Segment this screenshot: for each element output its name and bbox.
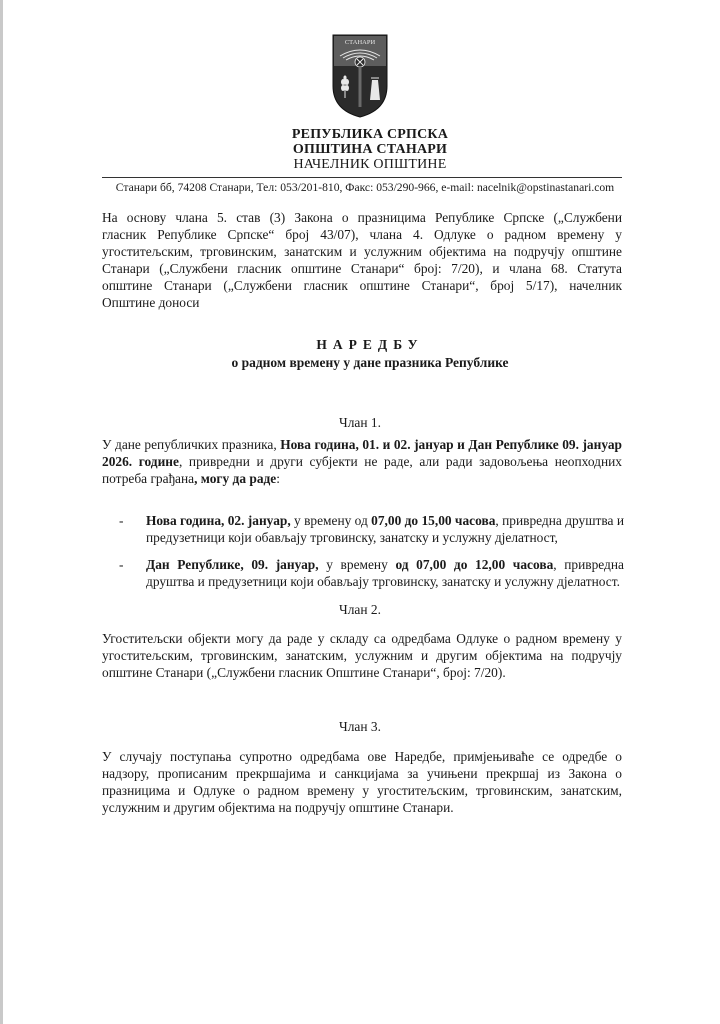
bullet-holiday: Дан Републике, 09. јануар, xyxy=(146,557,319,572)
bullet-hours: од 07,00 до 12,00 часова xyxy=(395,557,554,572)
preamble xyxy=(102,209,622,311)
letterhead-republic: РЕПУБЛИКА СРПСКА xyxy=(291,127,449,142)
article-2-heading: Члан 2. xyxy=(339,602,381,617)
bullet-text-part: у времену xyxy=(318,557,396,572)
article-1-text-a: У дане републичких празника, xyxy=(102,437,281,452)
letterhead-office: НАЧЕЛНИК ОПШТИНЕ xyxy=(293,157,447,172)
article-1-may-work: , могу да раде xyxy=(194,471,277,486)
article-1-text-c: , привредни и други субјекти не раде, али ради задовољења неопходних потреба грађана xyxy=(102,454,622,486)
preamble-line: На основу члана 5. став (3) Закона о празницима Републике Српске („Службени xyxy=(102,210,622,225)
article-3-text: У случају поступања супротно одредбама ове Наредбе, примјењиваће се одредбе о надзору, прописаним прекршајима и санкцијама за учињени прекршај из Закона о празницима и Одлуке о радном времену у угоститељским, трговинским, занатским, услужним и другим објектима на подручју општине Станари. xyxy=(102,749,622,815)
bullet-text-part: , привредна друштва и предузетници који обављају трговинску, занатску и услужну дјелатност, xyxy=(146,513,625,545)
municipality-crest-logo xyxy=(332,34,388,118)
preamble-line: гласник Републике Српске“ број 43/07), члана 4. Одлуке о радном времену у xyxy=(102,227,622,242)
letterhead-divider xyxy=(102,177,622,178)
bullet-text xyxy=(146,512,624,546)
article-1-text xyxy=(102,436,622,487)
article-1-heading: Члан 1. xyxy=(339,415,381,430)
bullet-dash: - xyxy=(119,557,124,572)
preamble-line: угоститељским, трговинским, занатским и услужним објектима на подручју општине xyxy=(102,244,622,259)
bullet-holiday: Нова година, 02. јануар, xyxy=(146,513,291,528)
article-1-colon: : xyxy=(276,471,280,486)
article-1-holidays: Нова година, 01. и 02. јануар и Дан Републике 09. јануар 2026. године xyxy=(102,437,622,469)
bullet-dash: - xyxy=(119,513,124,528)
scan-edge xyxy=(0,0,3,1024)
article-3-heading: Члан 3. xyxy=(339,719,381,734)
contact-info: Станари бб, 74208 Станари, Тел: 053/201-810, Факс: 053/290-966, e-mail: nacelnik@opstinastanari.com xyxy=(115,181,615,194)
document-subtitle: о радном времену у дане празника Републике xyxy=(231,355,509,370)
bullet-hours: 07,00 до 15,00 часова xyxy=(371,513,496,528)
bullet-new-year xyxy=(119,512,624,546)
bullet-republic-day xyxy=(119,556,624,590)
preamble-line: општине Станари („Службени гласник општине Станари“, број 5/17), начелник xyxy=(102,278,622,293)
article-2-text: Угоститељски објекти могу да раде у складу са одредбама Одлуке о радном времену у угоститељским, трговинским, занатским, услужним и другим објектима на подручју општине Станари („Службени гласник Општине Станари“, број: 7/20). xyxy=(102,631,622,680)
preamble-line: Општине доноси xyxy=(102,295,200,310)
letterhead xyxy=(100,127,640,172)
bullet-text xyxy=(146,556,624,590)
bullet-text-part: , привредна друштва и предузетници који обављају трговинску, занатску и услужну дјелатност. xyxy=(146,557,624,589)
bullet-text-part: у времену од xyxy=(290,513,372,528)
letterhead-municipality: ОПШТИНА СТАНАРИ xyxy=(292,142,448,157)
crest-label: СТАНАРИ xyxy=(344,39,376,46)
document-title: НАРЕДБУ xyxy=(316,337,424,352)
preamble-line: Станари („Службени гласник општине Станари“ број: 7/20), и члана 68. Статута xyxy=(102,261,622,276)
